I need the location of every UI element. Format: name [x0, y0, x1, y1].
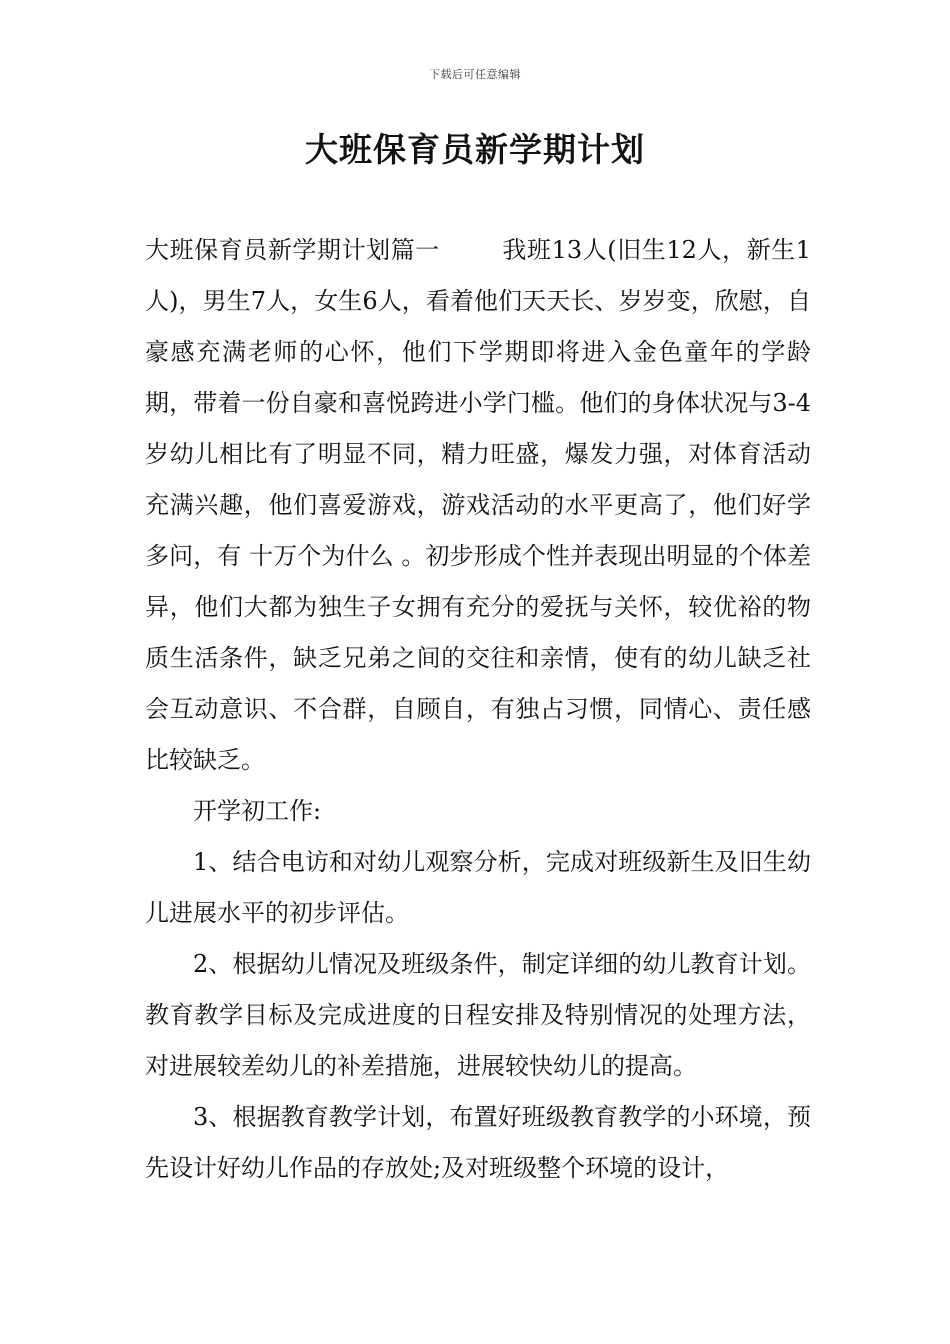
document-body: [145, 225, 811, 1194]
list-item-2: 2、根据幼儿情况及班级条件，制定详细的幼儿教育计划。教育教学目标及完成进度的日程安排及特别情况的处理方法，对进展较差幼儿的补差措施，进展较快幼儿的提高。: [145, 950, 811, 1080]
intro-heading: 大班保育员新学期计划篇一: [145, 236, 440, 264]
list-item-3: 3、根据教育教学计划，布置好班级教育教学的小环境，预先设计好幼儿作品的存放处;及对班级整个环境的设计，: [145, 1103, 811, 1182]
header-note: 下载后可任意编辑: [429, 68, 521, 81]
intro-paragraph: [145, 225, 811, 786]
intro-body: 我班13人(旧生12人，新生1人)，男生7人，女生6人，看着他们天天长、岁岁变，欣慰，自豪感充满老师的心怀，他们下学期即将进入金色童年的学龄期，带着一份自豪和喜悦跨进小学门槛。他们的身体状况与3-4岁幼儿相比有了明显不同，精力旺盛，爆发力强，对体育活动充满兴趣，他们喜爱游戏，游戏活动的水平更高了，他们好学多问，有 十万个为什么 。初步形成个性并表现出明显的个体差异，他们大都为独生子女拥有充分的爱抚与关怀，较优裕的物质生活条件，缺乏兄弟之间的交往和亲情，使有的幼儿缺乏社会互动意识、不合群，自顾自，有独占习惯，同情心、责任感比较缺乏。: [145, 236, 811, 774]
section-heading: 开学初工作:: [193, 797, 322, 825]
list-item-1: 1、结合电访和对幼儿观察分析，完成对班级新生及旧生幼儿进展水平的初步评估。: [145, 848, 811, 927]
document-title: 大班保育员新学期计划: [305, 130, 645, 169]
